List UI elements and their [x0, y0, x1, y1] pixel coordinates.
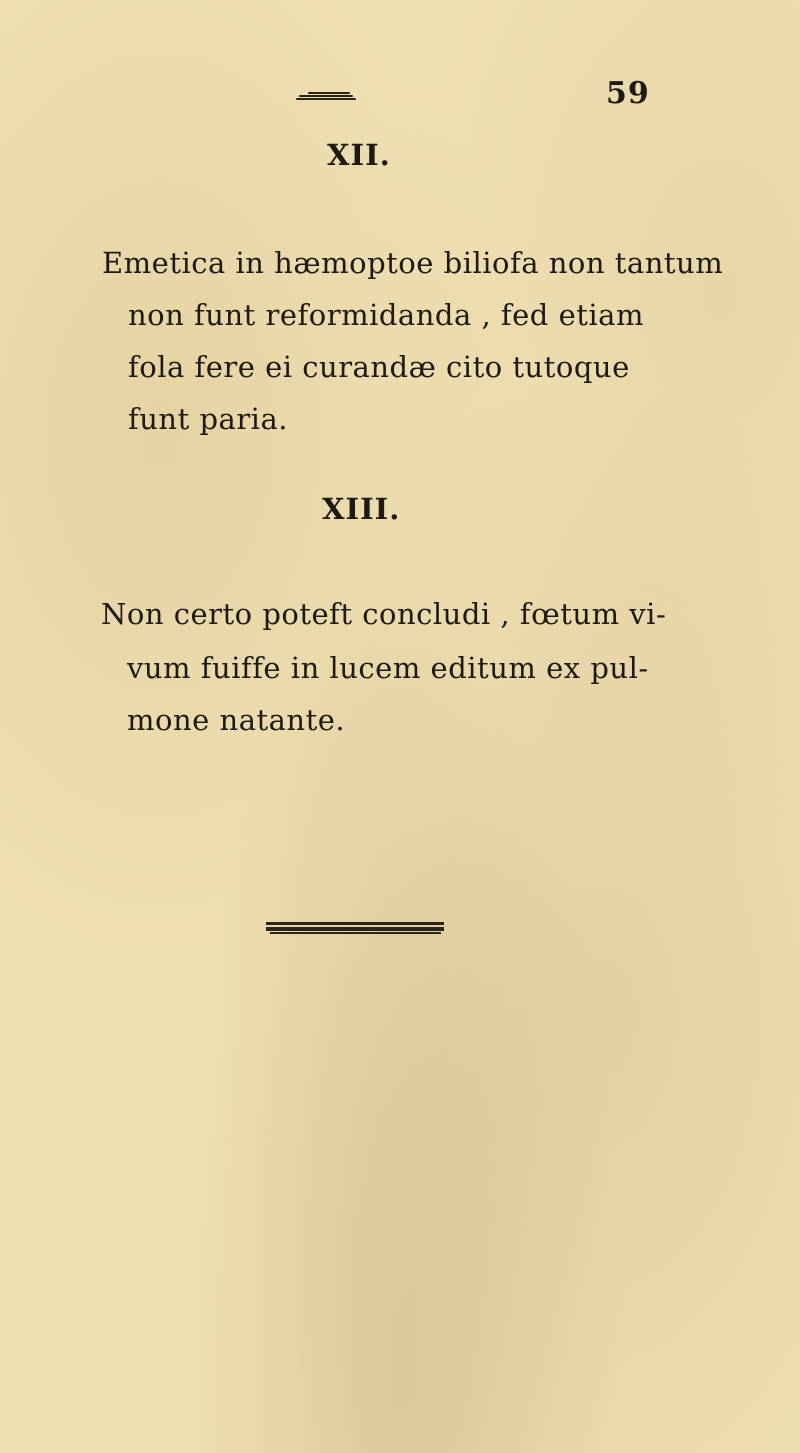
paragraph-line: vum fuiffe in lucem editum ex pul-: [127, 651, 649, 685]
paragraph-line: Emetica in hæmoptoe biliofa non tantum: [102, 246, 724, 280]
paragraph-line: Non certo poteft concludi , fœtum vi-: [101, 597, 667, 631]
header-ornament-rule: [296, 92, 356, 100]
section-heading-xiii: XIII.: [322, 492, 401, 526]
section-heading-xii: XII.: [327, 138, 391, 172]
footer-ornament-rule: [266, 922, 444, 934]
paragraph-line: fola fere ei curandæ cito tutoque: [128, 350, 630, 384]
paragraph-line: mone natante.: [127, 703, 346, 737]
page-number: 59: [606, 76, 650, 111]
paragraph-line: non funt reformidanda , fed etiam: [128, 298, 644, 332]
paragraph-line: funt paria.: [128, 402, 288, 436]
